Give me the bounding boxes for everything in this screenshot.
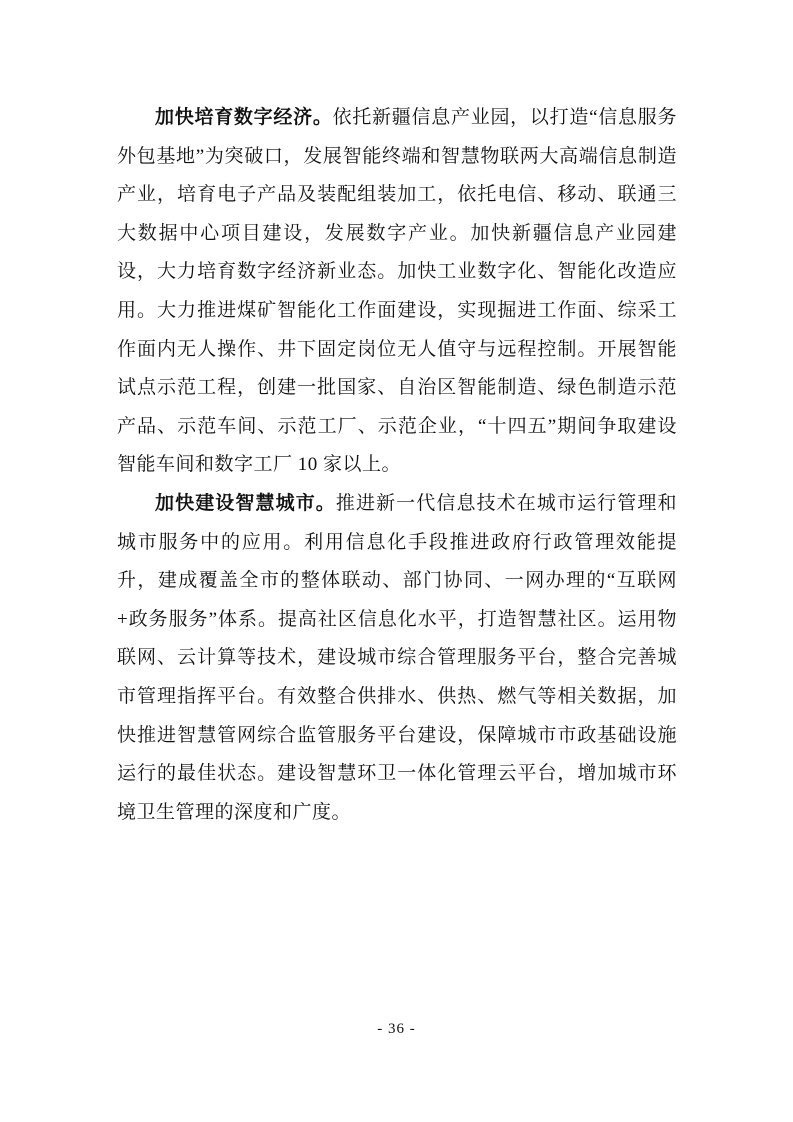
body-paragraph xyxy=(117,485,677,832)
paragraph-lead: 加快建设智慧城市。 xyxy=(155,492,336,514)
paragraph-text: 推进新一代信息技术在城市运行管理和城市服务中的应用。利用信息化手段推进政府行政管理效能提升，建成覆盖全市的整体联动、部门协同、一网办理的“互联网+政务服务”体系。提高社区信息化水平，打造智慧社区。运用物联网、云计算等技术，建设城市综合管理服务平台，整合完善城市管理指挥平台。有效整合供排水、供热、燃气等相关数据，加快推进智慧管网综合监管服务平台建设，保障城市市政基础设施运行的最佳状态。建设智慧环卫一体化管理云平台，增加城市环境卫生管理的深度和广度。 xyxy=(117,492,677,823)
body-paragraph xyxy=(117,99,677,485)
page-number: - 36 - xyxy=(377,1021,416,1037)
document-body xyxy=(117,99,677,832)
paragraph-text: 依托新疆信息产业园，以打造“信息服务外包基地”为突破口，发展智能终端和智慧物联两大高端信息制造产业，培育电子产品及装配组装加工，依托电信、移动、联通三大数据中心项目建设，发展数字产业。加快新疆信息产业园建设，大力培育数字经济新业态。加快工业数字化、智能化改造应用。大力推进煤矿智能化工作面建设，实现掘进工作面、综采工作面内无人操作、井下固定岗位无人值守与远程控制。开展智能试点示范工程，创建一批国家、自治区智能制造、绿色制造示范产品、示范车间、示范工厂、示范企业，“十四五”期间争取建设智能车间和数字工厂 10 家以上。 xyxy=(117,107,677,476)
paragraph-lead: 加快培育数字经济。 xyxy=(155,107,333,128)
